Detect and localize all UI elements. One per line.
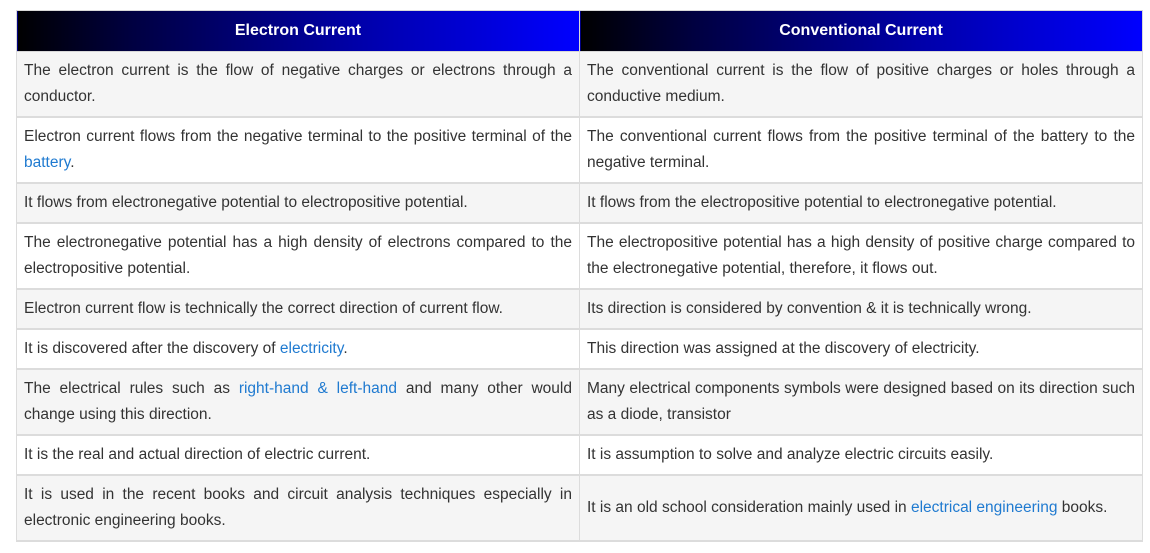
electron-current-cell [17, 475, 580, 541]
electron-current-cell [17, 52, 580, 118]
table-row [17, 435, 1143, 475]
table-row [17, 369, 1143, 435]
conventional-current-cell [580, 435, 1143, 475]
electron-current-cell [17, 289, 580, 329]
inline-link[interactable]: electricity [279, 340, 344, 357]
cell-text: This direction was assigned at the discovery of electricity. [587, 340, 980, 357]
cell-text: It flows from electronegative potential to electropositive potential. [24, 194, 468, 211]
header-electron-current: Electron Current [17, 11, 580, 52]
cell-text: It is an old school consideration mainly used in [587, 499, 911, 516]
cell-text: The conventional current flows from the positive terminal of the battery to the negative terminal. [587, 128, 1135, 171]
cell-text: Electron current flow is technically the correct direction of current flow. [24, 300, 503, 317]
cell-text: The conventional current is the flow of positive charges or holes through a conductive medium. [587, 62, 1135, 105]
inline-link[interactable]: battery [24, 154, 71, 171]
cell-text: Electron current flows from the negative terminal to the positive terminal of the [24, 128, 572, 145]
cell-text: The electrical rules such as [24, 380, 239, 397]
electron-current-cell [17, 435, 580, 475]
electron-current-cell [17, 329, 580, 369]
cell-text: The electronegative potential has a high density of electrons compared to the electropositive potential. [24, 234, 572, 277]
inline-link[interactable]: right-hand & left-hand [238, 380, 397, 397]
comparison-table [16, 10, 1143, 542]
header-conventional-current: Conventional Current [580, 11, 1143, 52]
cell-text: books. [1057, 499, 1108, 516]
electron-current-cell [17, 117, 580, 183]
cell-text: It is used in the recent books and circuit analysis techniques especially in electronic engineering books. [24, 486, 572, 529]
table-row [17, 475, 1143, 541]
electron-current-cell [17, 183, 580, 223]
conventional-current-cell [580, 117, 1143, 183]
cell-text: The electron current is the flow of negative charges or electrons through a conductor. [24, 62, 572, 105]
conventional-current-cell [580, 289, 1143, 329]
cell-text: It is the real and actual direction of electric current. [24, 446, 371, 463]
conventional-current-cell [580, 369, 1143, 435]
inline-link[interactable]: electrical engineering [910, 499, 1058, 516]
electron-current-cell [17, 223, 580, 289]
cell-text: It flows from the electropositive potential to electronegative potential. [587, 194, 1057, 211]
conventional-current-cell [580, 329, 1143, 369]
cell-text: It is assumption to solve and analyze electric circuits easily. [587, 446, 994, 463]
table-row [17, 223, 1143, 289]
conventional-current-cell [580, 183, 1143, 223]
table-row [17, 52, 1143, 118]
table-body [17, 52, 1143, 542]
cell-text: The electropositive potential has a high density of positive charge compared to the electronegative potential, therefore, it flows out. [587, 234, 1135, 277]
cell-text: . [343, 340, 348, 357]
table-header-row [17, 11, 1143, 52]
table-row [17, 329, 1143, 369]
table-row [17, 183, 1143, 223]
electron-current-cell [17, 369, 580, 435]
conventional-current-cell [580, 223, 1143, 289]
cell-text: Its direction is considered by convention & it is technically wrong. [587, 300, 1032, 317]
conventional-current-cell [580, 475, 1143, 541]
comparison-table-container [16, 10, 1142, 542]
cell-text: and many other would change using this direction. [24, 380, 572, 423]
cell-text: It is discovered after the discovery of [24, 340, 280, 357]
table-row [17, 117, 1143, 183]
cell-text: Many electrical components symbols were designed based on its direction such as a diode, transistor [587, 380, 1135, 423]
table-row [17, 289, 1143, 329]
cell-text: . [70, 154, 75, 171]
conventional-current-cell [580, 52, 1143, 118]
